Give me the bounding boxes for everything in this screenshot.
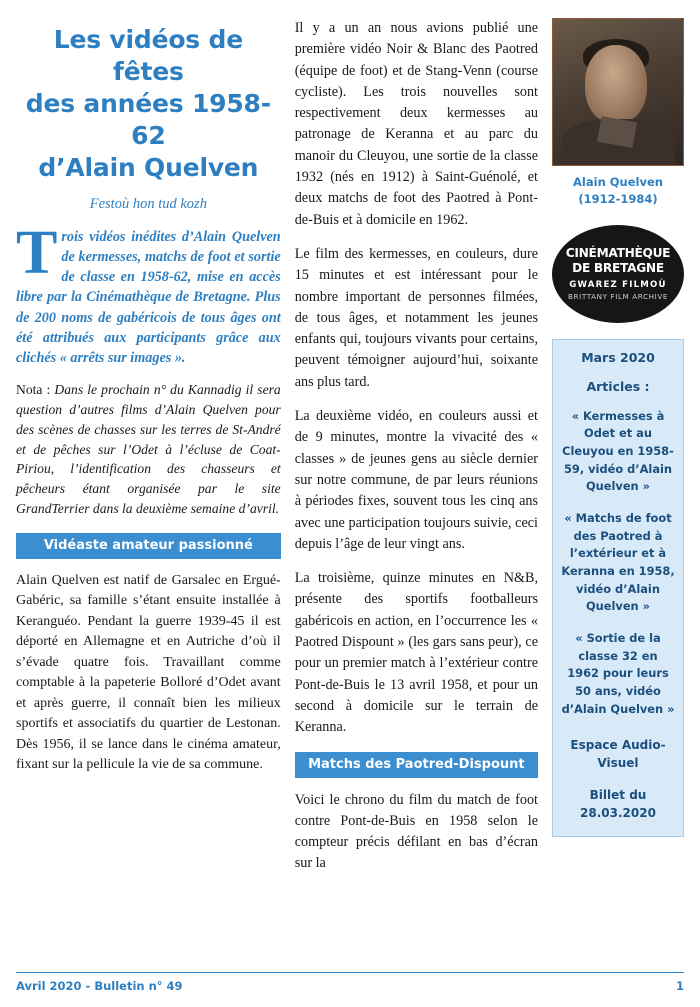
title-line-3: d’Alain Quelven xyxy=(38,153,259,182)
paragraph-chrono: Voici le chrono du film du match de foot contre Pont-de-Buis en 1958 selon le compteur précis défilant en bas d’écran sur la xyxy=(294,791,538,872)
sidebar-article-item[interactable]: « Sortie de la classe 32 en 1962 pour leurs 50 ans, vidéo d’Alain Quelven » xyxy=(561,630,675,716)
sidebar-heading: Articles : xyxy=(586,378,650,394)
sidebar-date: Mars 2020 xyxy=(581,349,655,365)
paragraph-kermesses: Le film des kermesses, en couleurs, dure 15 minutes et est intéressant pour le nombre important de personnes filmées, de tous âges, et notamment les jeunes enfants qui, toujours vivants pour certains, peuvent témoigner aujourd’hui, soixante ans plus tard. xyxy=(294,245,538,390)
section-header-videaste: Vidéaste amateur passionné xyxy=(16,533,281,559)
articles-sidebar xyxy=(552,339,684,838)
logo-line-1: CINÉMATHÈQUE xyxy=(565,246,671,261)
logo-line-4: BRITTANY FILM ARCHIVE xyxy=(567,291,668,301)
sidebar-footer-space: Espace Audio-Visuel xyxy=(570,738,666,771)
nota-text: Dans le prochain n° du Kannadig il sera question d’autres films d’Alain Quelven pour des scènes de chasses sur les terres de St-André et de pêches sur l’Odet à l’écluse de Coat-Piriou, l’identification des chasseurs et pêcheurs étant organisée par le site GrandTerrier dans la deuxième semaine d’avril. xyxy=(16,382,281,517)
cinematheque-logo xyxy=(552,225,684,323)
title-line-1: Les vidéos de fêtes xyxy=(53,25,243,86)
sidebar-article-item[interactable]: « Kermesses à Odet et au Cleuyou en 1958-59, vidéo d’Alain Quelven » xyxy=(562,408,674,494)
footer-bulletin: Avril 2020 - Bulletin n° 49 xyxy=(16,979,183,993)
portrait-face xyxy=(585,45,647,123)
logo-line-2: DE BRETAGNE xyxy=(572,260,664,275)
logo-line-3: GWAREZ FILMOÙ xyxy=(569,279,667,290)
lead-paragraph xyxy=(16,219,281,368)
lead-text: rois vidéos inédites d’Alain Quelven de kermesses, matchs de foot et sortie de classe en 1958-62, mise en accès libre par la Cinémathèque de Bretagne. Plus de 200 noms de gabéricois de tous âges ont été attribués aux participants grâce aux clichés « arrêts sur images ». xyxy=(16,229,281,366)
section-header-matchs: Matchs des Paotred-Dispount xyxy=(295,752,538,778)
portrait-photo xyxy=(552,18,684,166)
right-column xyxy=(552,18,684,948)
portrait-caption-name: Alain Quelven xyxy=(573,175,663,189)
middle-column xyxy=(295,18,538,948)
title-line-2: des années 1958-62 xyxy=(25,89,271,150)
page-title xyxy=(16,24,281,184)
portrait-caption xyxy=(552,174,684,209)
footer-rule xyxy=(16,972,684,973)
nota-label: Nota : xyxy=(16,382,55,398)
paragraph-paotred: La troisième, quinze minutes en N&B, présente des sportifs footballeurs gabéricois en action, en l’occurrence les « Paotred Dispount » (les gars sans peur), ce pour un premier match à l’extérieur contre Pont-de-Buis le 13 avril 1958, et pour un second à domicile sur le terrain de Keranna. xyxy=(294,570,538,736)
sidebar-footer-billet: Billet du 28.03.2020 xyxy=(580,788,656,821)
drop-cap: T xyxy=(16,219,58,287)
left-column xyxy=(16,18,281,948)
page-subtitle: Festoù hon tud kozh xyxy=(89,196,207,212)
nota-paragraph xyxy=(16,380,281,519)
footer-page-number: 1 xyxy=(675,979,684,993)
three-column-layout xyxy=(16,18,684,948)
paragraph-classes: La deuxième vidéo, en couleurs aussi et de 9 minutes, montre la vivacité des « classes » de jeunes gens au siècle dernier sur notre commune, de par leurs réunions à périodes fixes, souvent tous les cinq ans avec une participation toujours suivie, ceci depuis l’âge de leur vingt ans. xyxy=(294,408,538,552)
page-footer xyxy=(16,979,684,993)
sidebar-article-item[interactable]: « Matchs de foot des Paotred à l’extérieur et à Keranna en 1958, vidéo d’Alain Quelven » xyxy=(561,510,675,614)
paragraph-intro-videos: Il y a un an nous avions publié une première vidéo Noir & Blanc des Paotred (équipe de foot) et de Stang-Venn (course cycliste). Les trois nouvelles sont respectivement deux kermesses au patronage de Keranna et au parc du manoir du Cleuyou, une sortie de la classe 1932 (nés en 1912) à Saint-Guénolé, et deux matchs de foot des Paotred à Pont-de-Buis et à domicile en 1962. xyxy=(294,20,538,228)
paragraph-biography: Alain Quelven est natif de Garsalec en Ergué-Gabéric, sa famille s’étant ensuite installée à Keranguéo. Pendant la guerre 1939-45 il est déporté en Allemagne et en Autriche d’où il s’évade quatre fois. Travaillant comme comptable à la papeterie Bolloré d’Odet avant et après guerre, il connaît bien les milieux sportifs et associatifs du quartier de Lestonan. Dès 1956, il se lance dans le cinéma amateur, fixant sur la pellicule la vie de sa commune. xyxy=(16,573,281,772)
portrait-caption-dates: (1912-1984) xyxy=(578,192,658,207)
